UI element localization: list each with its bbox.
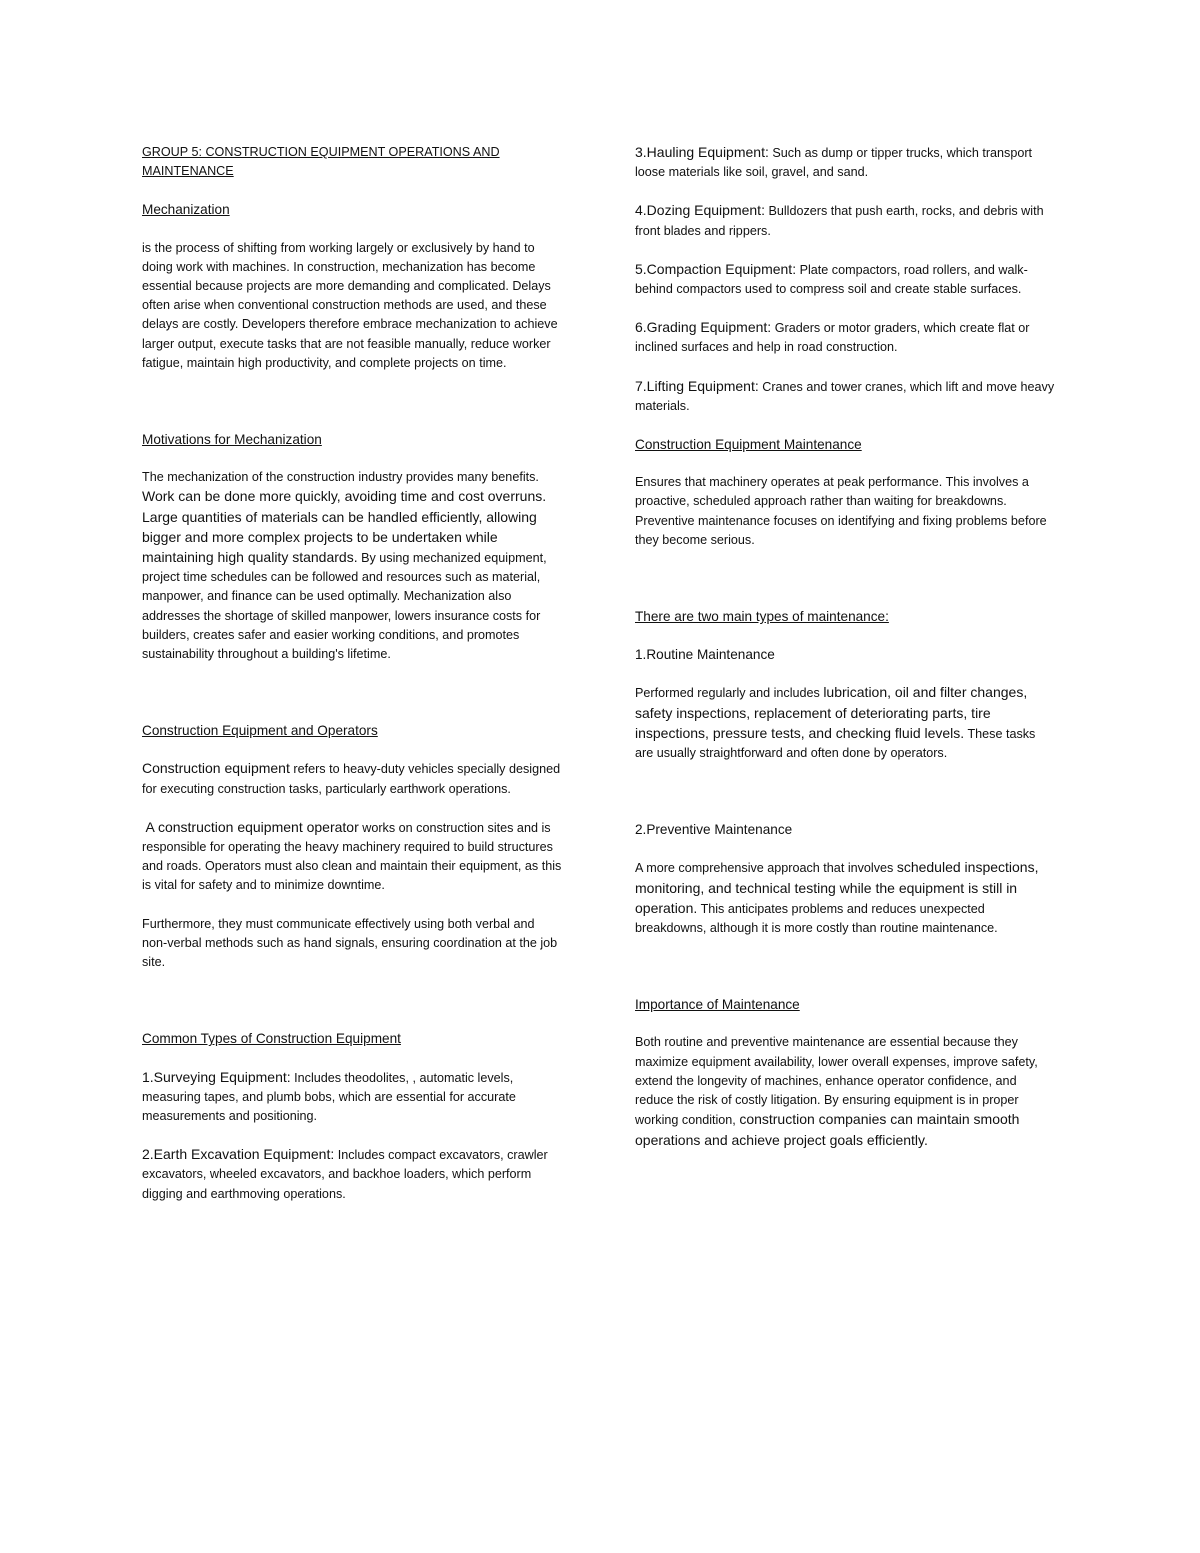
equipment-item-label: 4.Dozing Equipment: <box>635 202 765 219</box>
motivations-heading: Motivations for Mechanization <box>142 432 322 448</box>
mechanization-heading: Mechanization <box>142 202 230 218</box>
preventive-body-c: This anticipates problems and reduces unexpected breakdowns, although it is more costly than routine maintenance. <box>635 901 998 936</box>
equipment-item-label: 6.Grading Equipment: <box>635 319 772 336</box>
equipment-item-label: 1.Surveying Equipment: <box>142 1068 291 1085</box>
importance-body-b: construction companies can maintain smooth operations and achieve project goals efficiently. <box>635 1111 1020 1148</box>
right-column <box>635 143 1055 1170</box>
equipment-item-text: Plate compactors, road rollers, and walk-behind compactors used to compress soil and create stable surfaces. <box>635 262 1028 297</box>
routine-body-b: lubrication, oil and filter changes, safety inspections, replacement of deteriorating parts, tire inspections, pressure tests, and checking fluid levels. <box>635 684 1028 741</box>
preventive-body-b: scheduled inspections, monitoring, and technical testing while the equipment is still in operation. <box>635 859 1039 916</box>
operators-definition-operator: works on construction sites and is responsible for operating the heavy machinery required to build structures and roads. Operators must also clean and maintain their equipment, as this is vital for safety and to minimize downtime. <box>142 820 562 893</box>
maintenance-types-heading: There are two main types of maintenance: <box>635 609 889 625</box>
operators-term-operator: A construction equipment operator <box>145 818 359 835</box>
equipment-item-label: 2.Earth Excavation Equipment: <box>142 1146 335 1163</box>
equipment-item-text: Graders or motor graders, which create flat or inclined surfaces and help in road construction. <box>635 321 1030 355</box>
motivations-body-c: By using mechanized equipment, project time schedules can be followed and resources such as material, manpower, and finance can be used optimally. Mechanization also addresses the shortage of skilled manpower, lowers insurance costs for builders, creates safer and easier working conditions, and promotes sustainability throughout a building's lifetime. <box>142 551 547 662</box>
spacer <box>635 782 1055 820</box>
spacer <box>142 683 562 721</box>
importance-heading: Importance of Maintenance <box>635 997 800 1013</box>
equipment-item-text: Such as dump or tipper trucks, which transport loose materials like soil, gravel, and sand. <box>635 146 1033 180</box>
preventive-maintenance-title: 2.Preventive Maintenance <box>635 822 793 838</box>
routine-body-c: These tasks are usually straightforward and often done by operators. <box>635 726 1036 761</box>
equipment-item-text: Includes theodolites, , automatic levels, measuring tapes, and plumb bobs, which are essential for accurate measurements and positioning. <box>142 1070 516 1123</box>
equipment-item <box>635 318 1055 357</box>
equipment-item-label: 5.Compaction Equipment: <box>635 260 797 277</box>
mechanization-body: is the process of shifting from working largely or exclusively by hand to doing work with machines. In construction, mechanization has become essential because projects are more demanding and complicated. Delays often arise when conventional construction methods are used, and these delays are costly. Developers therefore embrace mechanization to achieve larger output, execute tasks that are not feasible manually, reduce worker fatigue, maintain high productivity, and complete projects on time. <box>142 240 558 370</box>
spacer <box>635 957 1055 995</box>
equipment-item <box>635 377 1055 416</box>
spacer <box>635 569 1055 607</box>
importance-body-a: Both routine and preventive maintenance are essential because they maximize equipment availability, lower overall expenses, improve safety, extend the longevity of machines, enhance operator confidence, and reduce the risk of costly litigation. By ensuring equipment is in proper working condition, <box>635 1035 1038 1128</box>
document-title: GROUP 5: CONSTRUCTION EQUIPMENT OPERATIONS AND MAINTENANCE <box>142 145 500 179</box>
equipment-item <box>142 1145 562 1204</box>
equipment-item-label: 3.Hauling Equipment: <box>635 144 769 160</box>
spacer <box>142 392 562 430</box>
maintenance-heading: Construction Equipment Maintenance <box>635 437 862 453</box>
motivations-body-a: The mechanization of the construction industry provides many benefits. <box>142 470 539 485</box>
routine-maintenance-title: 1.Routine Maintenance <box>635 647 775 663</box>
operators-paragraph-2 <box>142 818 562 896</box>
maintenance-body: Ensures that machinery operates at peak performance. This involves a proactive, scheduled approach rather than waiting for breakdowns. Preventive maintenance focuses on identifying and fixing problems before they become serious. <box>635 475 1047 547</box>
preventive-body-a: A more comprehensive approach that involves <box>635 861 894 876</box>
operators-paragraph-1 <box>142 759 562 798</box>
left-column <box>142 143 562 1223</box>
equipment-item <box>635 201 1055 240</box>
preventive-maintenance-body <box>635 858 1055 938</box>
motivations-body-b: Work can be done more quickly, avoiding time and cost overruns. Large quantities of materials can be handled efficiently, allowing bigger and more complex projects to be undertaken while maintaining high quality standards. <box>142 488 547 566</box>
equipment-item <box>635 143 1055 182</box>
routine-maintenance-body <box>635 683 1055 763</box>
operators-heading: Construction Equipment and Operators <box>142 723 378 739</box>
operators-term-equipment: Construction equipment <box>142 760 290 777</box>
equipment-item-label: 7.Lifting Equipment: <box>635 377 759 394</box>
operators-paragraph-3: Furthermore, they must communicate effectively using both verbal and non-verbal methods such as hand signals, ensuring coordination at the job site. <box>142 916 558 970</box>
motivations-body <box>142 468 562 664</box>
equipment-item-text: Includes compact excavators, crawler excavators, wheeled excavators, and backhoe loaders, which perform digging and earthmoving operations. <box>142 1148 548 1201</box>
equipment-item-text: Bulldozers that push earth, rocks, and debris with front blades and rippers. <box>635 204 1044 238</box>
equipment-item-text: Cranes and tower cranes, which lift and move heavy materials. <box>635 379 1055 413</box>
operators-definition-equipment: refers to heavy-duty vehicles specially designed for executing construction tasks, particularly earthwork operations. <box>142 762 561 796</box>
routine-body-a: Performed regularly and includes <box>635 686 820 701</box>
common-types-heading: Common Types of Construction Equipment <box>142 1031 401 1047</box>
importance-body <box>635 1033 1055 1150</box>
equipment-item <box>635 260 1055 299</box>
spacer <box>142 991 562 1029</box>
equipment-item <box>142 1068 562 1127</box>
